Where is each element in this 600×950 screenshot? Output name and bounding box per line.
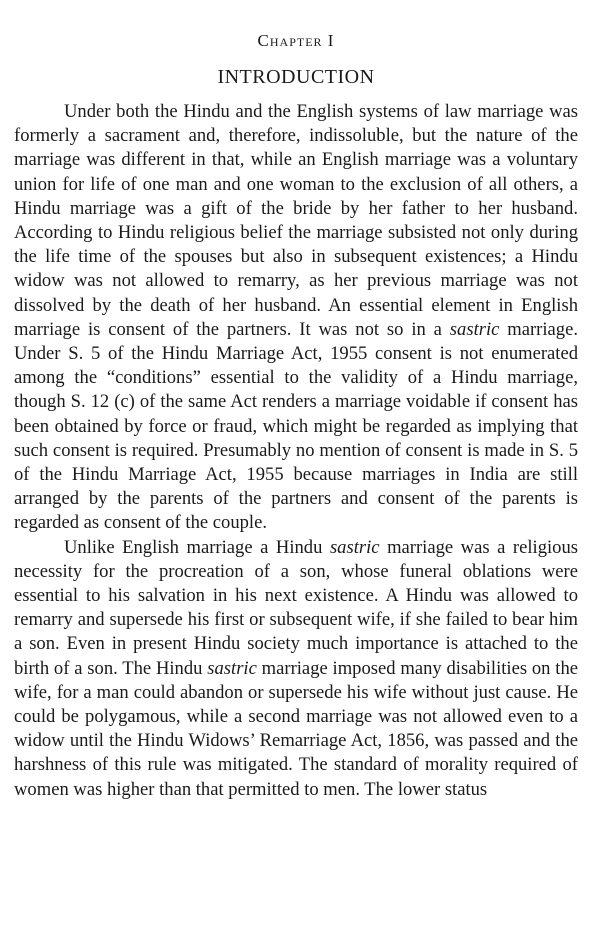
paragraph-2 bbox=[14, 536, 578, 802]
book-page bbox=[14, 30, 578, 802]
text-segment: marriage was a religious necessity for the procreation of a son, whose funeral oblations were essential to his salvation in his next existence. A Hindu was allowed to remarry and supersede his first or subsequent wife, if she failed to bear him a son. Even in present Hindu society much importance is attached to the birth of a son. The Hindu bbox=[14, 536, 578, 679]
text-segment: Unlike English marriage a Hindu bbox=[64, 536, 330, 558]
italic-term: sastric bbox=[329, 536, 380, 558]
paragraph-1 bbox=[14, 100, 578, 536]
text-segment: Under both the Hindu and the English systems of law marriage was formerly a sacrament and, therefore, indissoluble, but the nature of the marriage was different in that, while an English marriage was a voluntary union for life of one man and one woman to the exclusion of all others, a Hindu marriage was a gift of the bride by her father to her husband. According to Hindu religious belief the marriage subsisted not only during the life time of the spouses but also in subsequent existences; a Hindu widow was not allowed to remarry, as her previous marriage was not dissolved by the death of her husband. An essential element in English marriage is consent of the partners. It was not so in a bbox=[14, 101, 578, 340]
chapter-title: INTRODUCTION bbox=[217, 66, 375, 88]
italic-term: sastric bbox=[449, 318, 500, 340]
italic-term: sastric bbox=[207, 657, 257, 679]
chapter-label: Chapter I bbox=[257, 31, 335, 50]
text-segment: marriage imposed many disabilities on the wife, for a man could abandon or supersede his wife without just cause. He could be polygamous, while a second marriage was not allowed even to a widow until the Hindu Widows’ Remarriage Act, 1856, was passed and the harshness of this rule was mitigated. The standard of morality required of women was higher than that permitted to men. The lower status bbox=[14, 657, 578, 800]
text-segment: marriage. Under S. 5 of the Hindu Marriage Act, 1955 consent is not enumerated among the “conditions” essential to the validity of a Hindu marriage, though S. 12 (c) of the same Act renders a marriage voidable if consent has been obtained by force or fraud, which might be regarded as implying that such consent is required. Presumably no mention of consent is made in S. 5 of the Hindu Marriage Act, 1955 because marriages in India are still arranged by the parents of the partners and consent of the parents is regarded as consent of the couple. bbox=[14, 318, 578, 534]
